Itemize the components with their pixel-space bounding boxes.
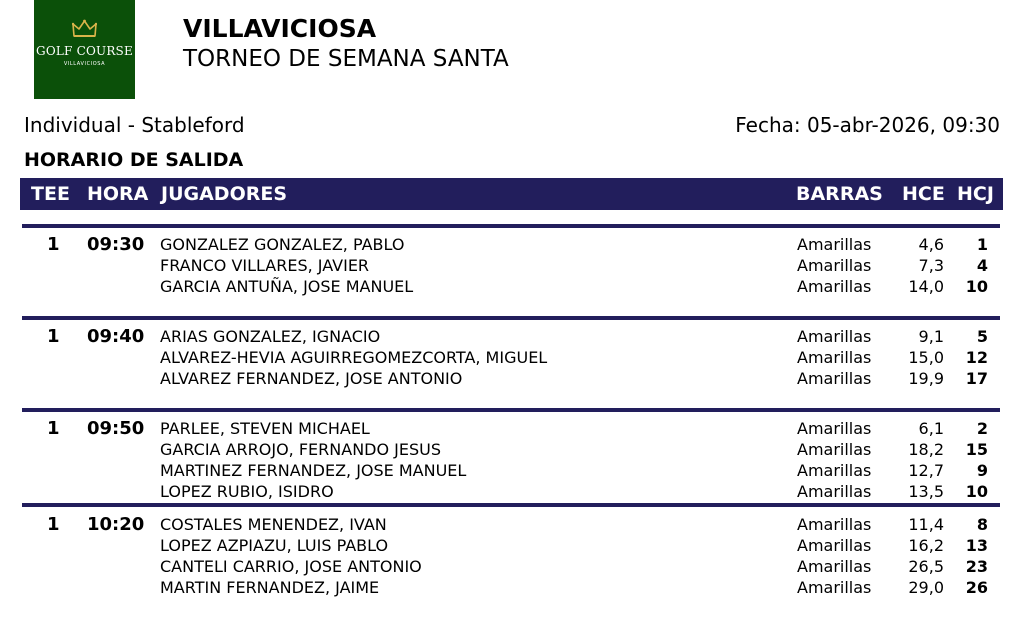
player-row (0, 460, 1024, 481)
col-hce: HCE (902, 183, 945, 205)
player-hce: 14,0 (908, 277, 944, 296)
golf-course-logo (34, 0, 135, 99)
club-title: VILLAVICIOSA (183, 14, 377, 43)
player-row (0, 535, 1024, 556)
player-name: CANTELI CARRIO, JOSE ANTONIO (160, 557, 422, 576)
player-row (0, 347, 1024, 368)
player-hcj: 2 (976, 419, 988, 438)
tee-number: 1 (47, 234, 60, 255)
player-hce: 12,7 (908, 461, 944, 480)
tee-time: 09:30 (87, 234, 145, 255)
player-hcj: 23 (965, 557, 988, 576)
logo-main-text: GOLF COURSE (36, 44, 133, 58)
player-name: ARIAS GONZALEZ, IGNACIO (160, 327, 381, 346)
tournament-title: TORNEO DE SEMANA SANTA (183, 46, 509, 72)
player-row (0, 577, 1024, 598)
player-name: LOPEZ RUBIO, ISIDRO (160, 482, 334, 501)
player-hcj: 10 (965, 277, 988, 296)
tee-number: 1 (47, 418, 60, 439)
player-barras: Amarillas (797, 557, 872, 576)
logo-sub-text: VILLAVICIOSA (63, 61, 106, 67)
player-barras: Amarillas (797, 482, 872, 501)
player-barras: Amarillas (797, 536, 872, 555)
player-hce: 15,0 (908, 348, 944, 367)
player-barras: Amarillas (797, 327, 872, 346)
player-hce: 9,1 (918, 327, 944, 346)
player-barras: Amarillas (797, 440, 872, 459)
player-hcj: 15 (965, 440, 988, 459)
player-hce: 16,2 (908, 536, 944, 555)
col-hora: HORA (87, 183, 149, 205)
tee-time: 10:20 (87, 514, 145, 535)
col-hcj: HCJ (957, 183, 994, 205)
tee-time: 09:40 (87, 326, 145, 347)
player-hce: 11,4 (908, 515, 944, 534)
player-hce: 4,6 (918, 235, 944, 254)
group-separator (22, 316, 1000, 320)
player-row (0, 556, 1024, 577)
player-hcj: 10 (965, 482, 988, 501)
crown-icon (72, 19, 97, 39)
player-hcj: 5 (976, 327, 988, 346)
modality-label: Individual - Stableford (24, 113, 245, 137)
player-name: ALVAREZ-HEVIA AGUIRREGOMEZCORTA, MIGUEL (160, 348, 548, 367)
player-barras: Amarillas (797, 277, 872, 296)
player-hcj: 12 (965, 348, 988, 367)
player-row (0, 514, 1024, 535)
player-hcj: 17 (965, 369, 988, 388)
player-barras: Amarillas (797, 348, 872, 367)
player-name: MARTINEZ FERNANDEZ, JOSE MANUEL (160, 461, 467, 480)
tee-time: 09:50 (87, 418, 145, 439)
player-hcj: 26 (965, 578, 988, 597)
group-separator (22, 503, 1000, 507)
col-tee: TEE (31, 183, 70, 205)
player-barras: Amarillas (797, 419, 872, 438)
col-barras: BARRAS (796, 183, 883, 205)
player-row (0, 234, 1024, 255)
player-hce: 7,3 (918, 256, 944, 275)
player-hcj: 13 (965, 536, 988, 555)
group-separator (22, 408, 1000, 412)
date-label: Fecha: 05-abr-2026, 09:30 (735, 113, 1000, 137)
section-title: HORARIO DE SALIDA (24, 149, 244, 171)
player-name: ALVAREZ FERNANDEZ, JOSE ANTONIO (160, 369, 463, 388)
player-name: FRANCO VILLARES, JAVIER (160, 256, 370, 275)
player-name: GARCIA ARROJO, FERNANDO JESUS (160, 440, 442, 459)
player-row (0, 481, 1024, 502)
player-row (0, 439, 1024, 460)
player-name: COSTALES MENENDEZ, IVAN (160, 515, 387, 534)
player-barras: Amarillas (797, 461, 872, 480)
player-hce: 18,2 (908, 440, 944, 459)
player-hce: 19,9 (908, 369, 944, 388)
player-hcj: 1 (976, 235, 988, 254)
player-row (0, 276, 1024, 297)
tee-number: 1 (47, 326, 60, 347)
player-row (0, 255, 1024, 276)
player-hcj: 9 (976, 461, 988, 480)
player-hce: 26,5 (908, 557, 944, 576)
tee-number: 1 (47, 514, 60, 535)
player-hce: 29,0 (908, 578, 944, 597)
col-jugadores: JUGADORES (161, 183, 288, 205)
player-name: GONZALEZ GONZALEZ, PABLO (160, 235, 405, 254)
player-name: GARCIA ANTUÑA, JOSE MANUEL (160, 277, 414, 296)
player-name: PARLEE, STEVEN MICHAEL (160, 419, 370, 438)
group-separator (22, 224, 1000, 228)
player-barras: Amarillas (797, 235, 872, 254)
player-hce: 13,5 (908, 482, 944, 501)
player-row (0, 418, 1024, 439)
player-name: LOPEZ AZPIAZU, LUIS PABLO (160, 536, 389, 555)
player-hce: 6,1 (918, 419, 944, 438)
player-hcj: 4 (976, 256, 988, 275)
player-barras: Amarillas (797, 369, 872, 388)
player-row (0, 326, 1024, 347)
player-hcj: 8 (976, 515, 988, 534)
table-header (20, 178, 1003, 210)
player-barras: Amarillas (797, 515, 872, 534)
player-row (0, 368, 1024, 389)
player-barras: Amarillas (797, 578, 872, 597)
player-barras: Amarillas (797, 256, 872, 275)
player-name: MARTIN FERNANDEZ, JAIME (160, 578, 380, 597)
